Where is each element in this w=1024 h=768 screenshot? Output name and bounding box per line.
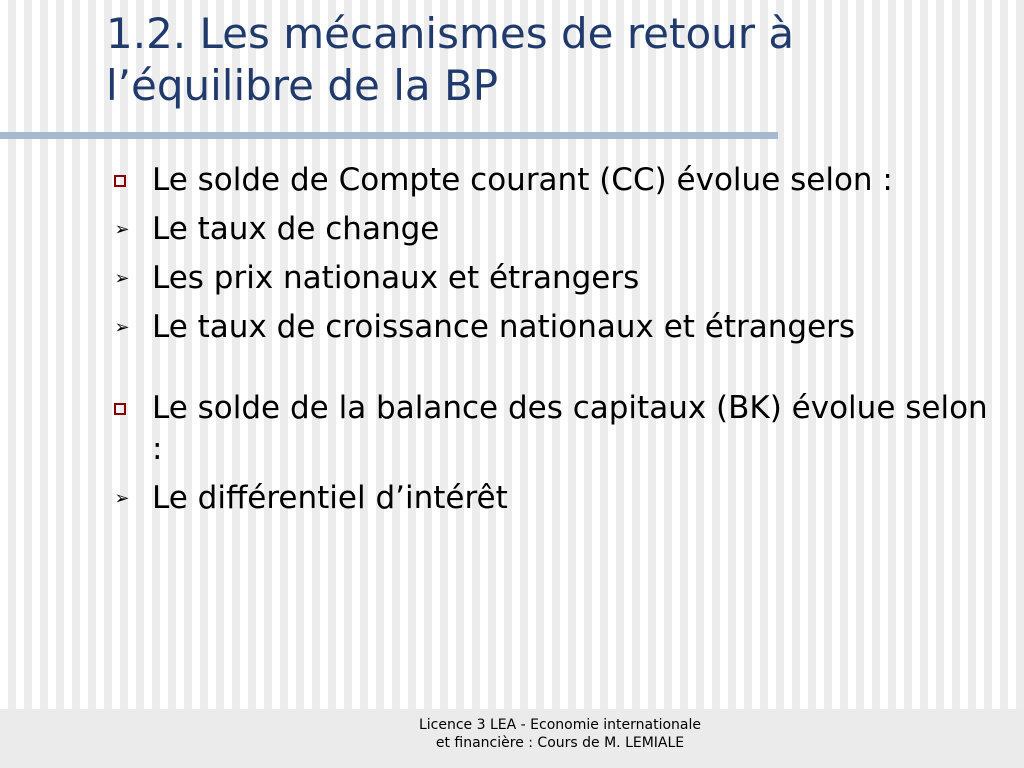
- slide-title-line1: 1.2. Les mécanismes de retour à: [106, 9, 795, 58]
- bullet-item: [110, 160, 990, 201]
- bullet-item: [110, 307, 990, 348]
- bullet-item: [110, 209, 990, 250]
- arrow-bullet-icon: ➢: [114, 317, 130, 338]
- bullet-item: [110, 388, 990, 470]
- footer-caption: [380, 716, 740, 752]
- bullet-item: [110, 478, 990, 519]
- square-bullet-icon: [114, 175, 126, 187]
- slide-title: [106, 8, 986, 112]
- footer-line2: et financière : Cours de M. LEMIALE: [435, 735, 685, 751]
- arrow-bullet-icon: ➢: [114, 268, 130, 289]
- footer-line1: Licence 3 LEA - Economie internationale: [418, 717, 702, 733]
- slide-title-line2: l’équilibre de la BP: [106, 61, 499, 110]
- bullet-text: Le solde de Compte courant (CC) évolue selon :: [152, 162, 893, 198]
- square-bullet-icon: [114, 403, 126, 415]
- bullet-item: [110, 258, 990, 299]
- arrow-bullet-icon: ➢: [114, 219, 130, 240]
- bullet-text: Le taux de croissance nationaux et étrangers: [152, 309, 856, 345]
- title-underline-rule: [0, 132, 778, 139]
- bullet-list: [110, 160, 990, 527]
- bullet-text: Le solde de la balance des capitaux (BK) évolue selon :: [152, 390, 988, 467]
- bullet-text: Le différentiel d’intérêt: [152, 480, 508, 516]
- bullet-text: Le taux de change: [152, 211, 440, 247]
- bullet-text: Les prix nationaux et étrangers: [152, 260, 640, 296]
- arrow-bullet-icon: ➢: [114, 488, 130, 509]
